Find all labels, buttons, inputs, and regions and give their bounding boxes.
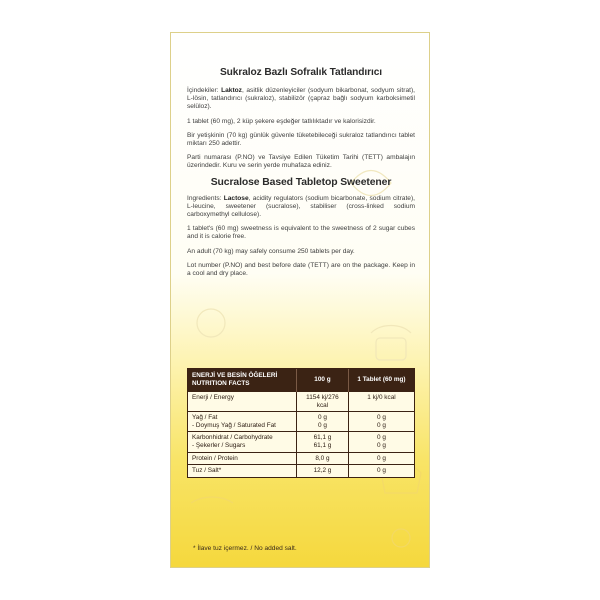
english-ingredients	[187, 195, 415, 220]
nutrient-label	[188, 452, 296, 465]
subvalue-tablet: 0 g	[377, 421, 386, 429]
nutrient-label	[188, 412, 296, 432]
turkish-ingredients	[187, 87, 415, 112]
product-label-panel	[170, 32, 430, 568]
nutrition-row	[188, 452, 414, 465]
english-ingredients-rest: , acidity regulators (sodium bicarbonate, sodium citrate), L-leucine, sweetener (sucralose), stabiliser (cross-linked sodium carboxymethyl cellulose).	[187, 194, 415, 219]
nutrition-header-100g: 100 g	[296, 369, 348, 392]
nutrient-value-100g	[296, 412, 348, 432]
nutrient-value-tablet	[348, 412, 414, 432]
english-ingredients-label: Ingredients:	[187, 194, 224, 202]
nutrient-name: Tuz / Salt*	[192, 467, 222, 475]
nutrition-row	[188, 412, 414, 432]
nutrient-name: Protein / Protein	[192, 454, 238, 462]
nutrient-value-tablet	[348, 452, 414, 465]
nutrient-value-100g	[296, 432, 348, 452]
value-100g: 8,0 g	[315, 454, 330, 462]
label-text	[187, 67, 415, 284]
english-ingredients-allergen: Lactose	[223, 194, 249, 202]
nutrient-value-tablet	[348, 465, 414, 477]
nutrition-header-row	[188, 369, 414, 392]
value-100g: 1154 kj/276 kcal	[306, 394, 339, 409]
subvalue-tablet: 0 g	[377, 441, 386, 449]
nutrient-label	[188, 465, 296, 477]
nutrition-row	[188, 392, 414, 412]
subvalue-100g: 61,1 g	[313, 441, 332, 449]
turkish-title: Sukraloz Bazlı Sofralık Tatlandırıcı	[219, 67, 383, 78]
nutrition-facts-table	[187, 368, 415, 478]
nutrition-header-en: NUTRITION FACTS	[192, 380, 250, 387]
value-100g: 12,2 g	[313, 467, 332, 475]
turkish-sweetness-note: 1 tablet (60 mg), 2 küp şekere eşdeğer tatlılıktadır ve kalorisizdir.	[187, 117, 376, 125]
turkish-ingredients-allergen: Laktoz	[221, 87, 242, 94]
nutrition-row	[188, 465, 414, 477]
english-sweetness-note: 1 tablet's (60 mg) sweetness is equivalent to the sweetness of 2 sugar cubes and it is calorie free.	[187, 225, 415, 241]
nutrition-header-tr: ENERJİ VE BESİN ÖĞELERİ	[192, 372, 278, 379]
nutrient-value-100g	[296, 452, 348, 465]
nutrition-header-label	[188, 369, 296, 392]
turkish-storage-note: Parti numarası (P.NO) ve Tavsiye Edilen Tüketim Tarihi (TETT) ambalajın üzerindedir. Kuru ve serin yerde muhafaza ediniz.	[187, 154, 415, 170]
nutrient-value-100g	[296, 465, 348, 477]
english-storage-note: Lot number (P.NO) and best before date (TETT) are on the package. Keep in a cool and dry place.	[187, 261, 415, 278]
value-tablet: 0 g	[377, 454, 386, 462]
nutrient-value-100g	[296, 392, 348, 412]
turkish-ingredients-label: İçindekiler:	[187, 87, 222, 94]
nutrient-label	[188, 392, 296, 412]
nutrient-value-tablet	[348, 432, 414, 452]
turkish-ingredients-rest: , asitlik düzenleyiciler (sodyum bikarbonat, sodyum sitrat), L-lösin, tatlandırıcı (sukraloz), stabilizör (çapraz bağlı sodyum karboksimetil selüloz).	[187, 87, 415, 111]
nutrient-name: Enerji / Energy	[192, 394, 234, 401]
nutrient-subname: - Doymuş Yağ / Saturated Fat	[192, 421, 276, 429]
turkish-daily-intake-note: Bir yetişkinin (70 kg) günlük güvenle tüketebileceği sukraloz tatlandırıcı tablet miktarı 250 adettir.	[187, 131, 415, 148]
english-daily-intake-note: An adult (70 kg) may safely consume 250 tablets per day.	[187, 247, 355, 255]
value-100g: 0 g	[318, 414, 327, 422]
nutrition-body	[188, 392, 414, 477]
nutrient-value-tablet	[348, 392, 414, 412]
nutrient-name: Karbonhidrat / Carbohydrate	[192, 434, 273, 442]
nutrition-row	[188, 432, 414, 452]
nutrition-header-tablet: 1 Tablet (60 mg)	[348, 369, 414, 392]
nutrient-name: Yağ / Fat	[192, 414, 218, 422]
nutrient-label	[188, 432, 296, 452]
subvalue-100g: 0 g	[318, 421, 327, 429]
value-tablet: 1 kj/0 kcal	[367, 394, 396, 401]
value-tablet: 0 g	[377, 467, 386, 475]
english-title: Sucralose Based Tabletop Sweetener	[210, 176, 392, 188]
salt-footnote: * İlave tuz içermez. / No added salt.	[193, 545, 297, 552]
value-tablet: 0 g	[377, 414, 386, 422]
value-tablet: 0 g	[377, 434, 386, 442]
value-100g: 61,1 g	[313, 434, 332, 442]
nutrient-subname: - Şekerler / Sugars	[192, 441, 246, 449]
